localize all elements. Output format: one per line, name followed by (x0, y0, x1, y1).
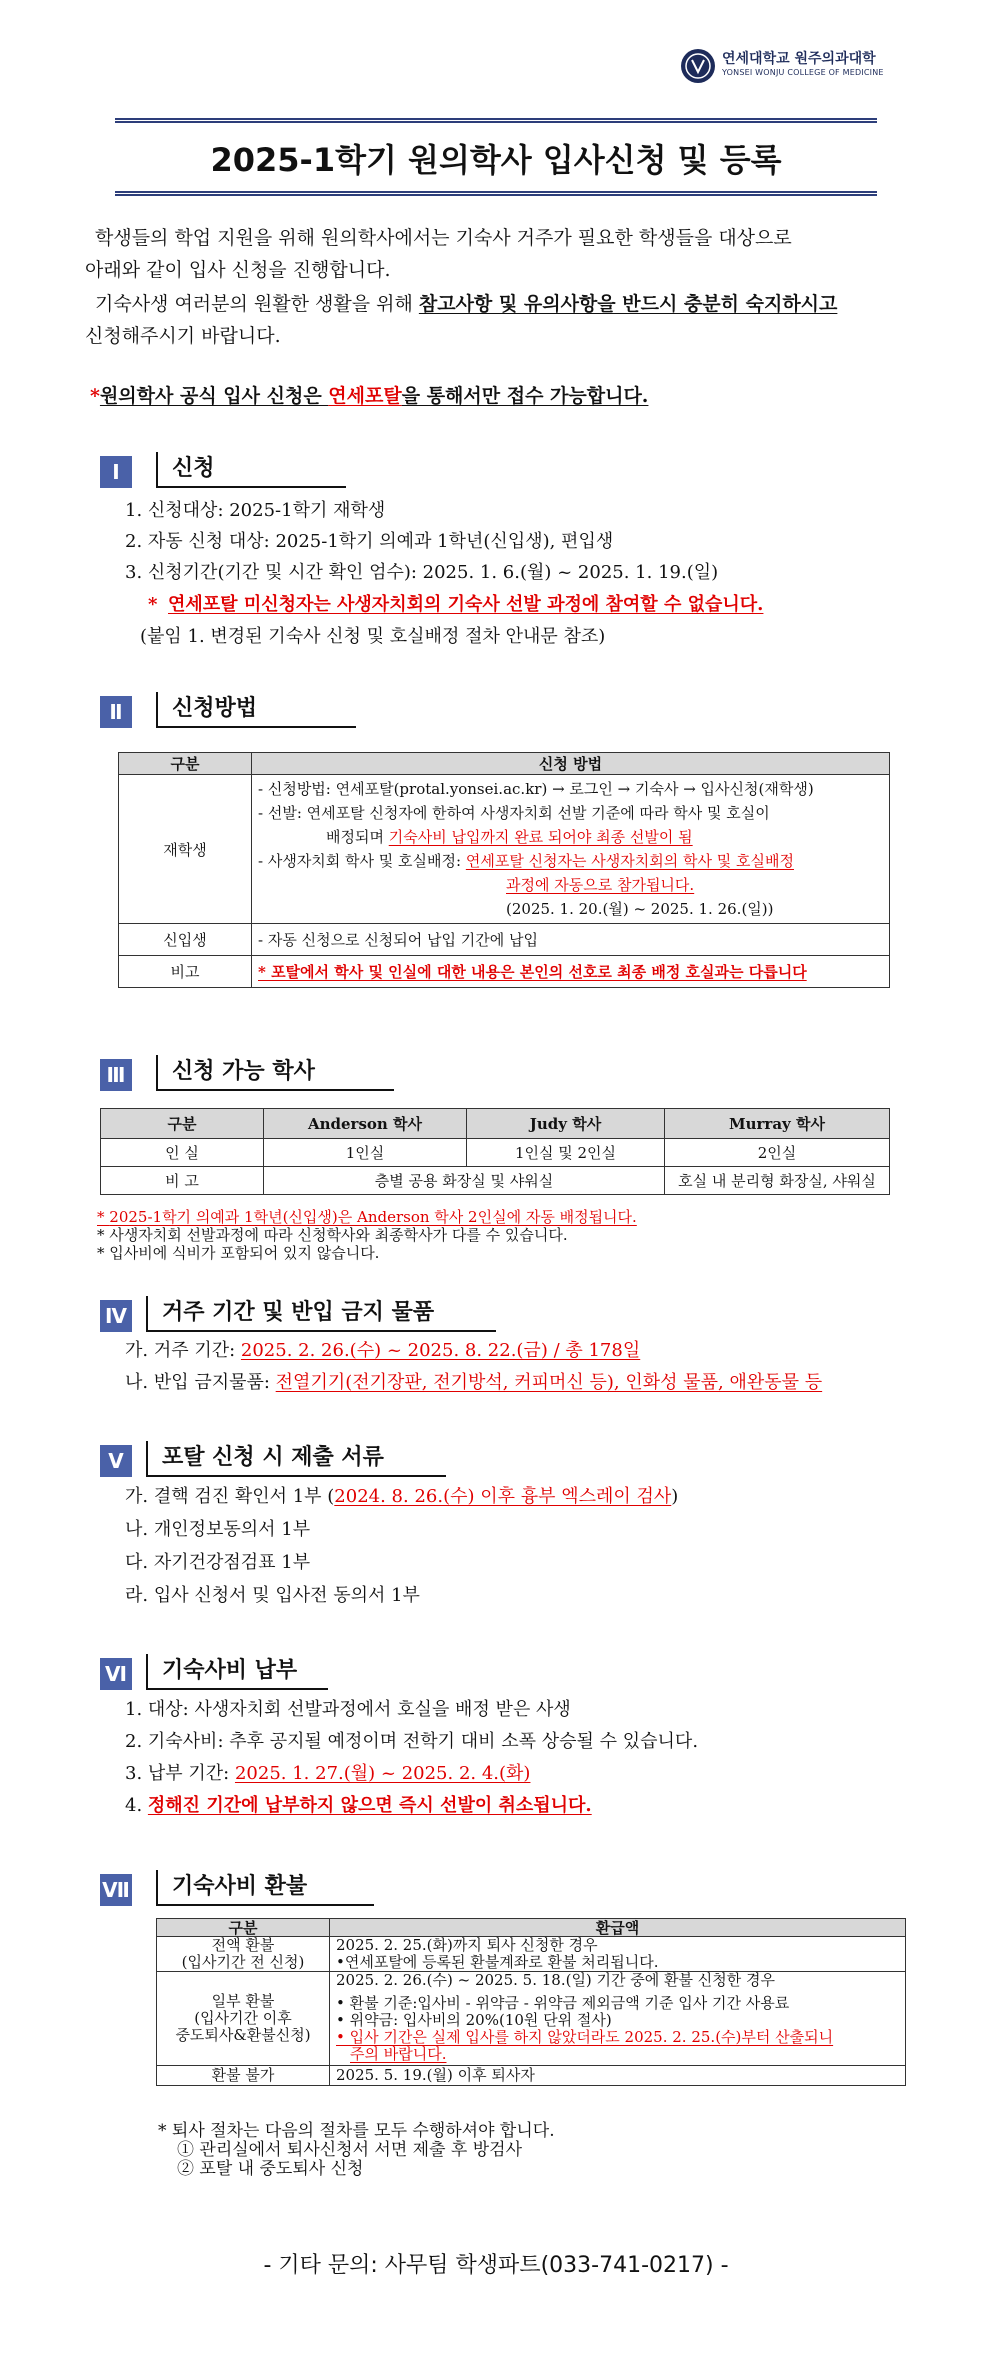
s5-a-highlight: 2024. 8. 26.(수) 이후 흉부 엑스레이 검사 (334, 1486, 672, 1507)
s4-residence-period (125, 1336, 640, 1366)
method-line: - 사생자치회 학사 및 호실배정: (258, 852, 466, 870)
dormitory-table (100, 1108, 890, 1195)
s4-b-value: 전열기기(전기장판, 전기방석, 커피머신 등), 인화성 물품, 애완동물 등 (275, 1372, 823, 1393)
table-cell: 비 고 (101, 1167, 264, 1195)
s7-step-1: ① 관리실에서 퇴사신청서 서면 제출 후 방검사 (177, 2140, 523, 2160)
section-6-title: 기숙사비 납부 (146, 1654, 328, 1690)
section-2-number: Ⅱ (100, 696, 132, 728)
table-cell: 2인실 (665, 1139, 890, 1167)
intro-line-4: 신청해주시기 바랍니다. (85, 325, 281, 347)
s1-item-1: 1. 신청대상: 2025-1학기 재학생 (125, 500, 386, 521)
notice-portal-link: 연세포탈 (328, 385, 402, 407)
refund-warning: • 입사 기간은 실제 입사를 하지 않았더라도 2025. 2. 25.(수)부터 산출되니 (336, 2028, 834, 2046)
table-cell: 호실 내 분리형 화장실, 샤워실 (665, 1167, 890, 1195)
s1-reference: (붙임 1. 변경된 기숙사 신청 및 호실배정 절차 안내문 참조) (140, 626, 606, 647)
refund-line: •연세포탈에 등록된 환불계좌로 환불 처리됩니다. (336, 1953, 659, 1971)
enrolled-method-cell (252, 775, 890, 924)
s3-note-3: * 입사비에 식비가 포함되어 있지 않습니다. (97, 1244, 380, 1262)
table-header: 신청 방법 (252, 753, 890, 775)
table-header: 구분 (157, 1919, 330, 1937)
s5-doc-c: 다. 자기건강점검표 1부 (125, 1552, 311, 1573)
s1-warning: * 연세포탈 미신청자는 사생자치회의 기숙사 선발 과정에 참여할 수 없습니다. (148, 594, 764, 615)
table-header: 구분 (119, 753, 252, 775)
method-line: - 신청방법: 연세포탈(protal.yonsei.ac.kr) → 로그인 → 기숙사 → 입사신청(재학생) (258, 780, 814, 798)
section-7-title: 기숙사비 환불 (156, 1870, 374, 1906)
refund-full-cell (330, 1937, 906, 1972)
refund-partial-sub: (입사기간 이후 (194, 2009, 292, 2027)
s1-warning-text: 연세포탈 미신청자는 사생자치회의 기숙사 선발 과정에 참여할 수 없습니다. (168, 594, 764, 615)
table-cell: 1인실 및 2인실 (467, 1139, 665, 1167)
org-name-ko: 연세대학교 원주의과대학 (722, 51, 876, 67)
method-highlight: 연세포탈 신청자는 사생자치회의 학사 및 호실배정 (465, 852, 794, 870)
s6-i4-label: 4. (125, 1795, 148, 1816)
refund-line: 2025. 2. 26.(수) ~ 2025. 5. 18.(일) 기간 중에 환불 신청한 경우 (336, 1971, 776, 1989)
s5-doc-d: 라. 입사 신청서 및 입사전 동의서 1부 (125, 1585, 420, 1606)
refund-none-cell: 2025. 5. 19.(월) 이후 퇴사자 (330, 2066, 906, 2086)
s4-b-label: 나. 반입 금지물품: (125, 1372, 276, 1393)
s7-step-2: ② 포탈 내 중도퇴사 신청 (177, 2159, 364, 2179)
s6-i3-value: 2025. 1. 27.(월) ~ 2025. 2. 4.(화) (234, 1763, 531, 1784)
title-banner (115, 118, 877, 196)
intro-line-1: 학생들의 학업 지원을 위해 원의학사에서는 기숙사 거주가 필요한 학생들을 대상으로 (95, 227, 792, 249)
section-3-title: 신청 가능 학사 (156, 1055, 394, 1091)
intro-line-2: 아래와 같이 입사 신청을 진행합니다. (85, 259, 391, 281)
s5-doc-b: 나. 개인정보동의서 1부 (125, 1519, 311, 1540)
notice-text-a: 원의학사 공식 입사 신청은 (99, 385, 329, 407)
intro-emphasis: 참고사항 및 유의사항을 반드시 충분히 숙지하시고 (418, 293, 838, 315)
s6-item-2: 2. 기숙사비: 추후 공지될 예정이며 전학기 대비 소폭 상승될 수 있습니다. (125, 1731, 699, 1752)
section-3-number: Ⅲ (100, 1059, 132, 1091)
s6-item-1: 1. 대상: 사생자치회 선발과정에서 호실을 배정 받은 사생 (125, 1699, 571, 1720)
s6-i3-label: 3. 납부 기간: (125, 1763, 235, 1784)
refund-full-label (157, 1937, 330, 1972)
table-cell: 층별 공용 화장실 및 샤워실 (264, 1167, 665, 1195)
table-header: Judy 학사 (467, 1109, 665, 1139)
s3-note-1: * 2025-1학기 의예과 1학년(신입생)은 Anderson 학사 2인실에 자동 배정됩니다. (97, 1208, 637, 1226)
refund-full-title: 전액 환불 (211, 1936, 275, 1954)
s4-a-label: 가. 거주 기간: (125, 1340, 241, 1361)
method-highlight: 과정에 자동으로 참가됩니다. (506, 876, 695, 894)
table-header: 환급액 (330, 1919, 906, 1937)
s6-item-3 (125, 1759, 530, 1789)
s3-note-1-text: 2025-1학기 의예과 1학년(신입생)은 Anderson 학사 2인실에 자동 배정됩니다. (109, 1208, 637, 1226)
table-header: Murray 학사 (665, 1109, 890, 1139)
university-seal-icon (680, 48, 716, 84)
application-method-table (118, 752, 890, 988)
intro-line-3 (95, 288, 837, 320)
s6-i4-value: 정해진 기간에 납부하지 않으면 즉시 선발이 취소됩니다. (147, 1795, 592, 1816)
s5-a-text: 가. 결핵 검진 확인서 1부 ( (125, 1486, 335, 1507)
refund-line: • 위약금: 입사비의 20%(10원 단위 절사) (336, 2011, 612, 2029)
table-header: Anderson 학사 (264, 1109, 467, 1139)
section-4-title: 거주 기간 및 반입 금지 물품 (146, 1296, 496, 1332)
table-header: 구분 (101, 1109, 264, 1139)
table-cell: 인 실 (101, 1139, 264, 1167)
notice-text-c: 을 통해서만 접수 가능합니다. (401, 385, 649, 407)
table-cell: 1인실 (264, 1139, 467, 1167)
method-highlight: 기숙사비 납입까지 완료 되어야 최종 선발이 됨 (388, 828, 693, 846)
s5-a-close: ) (671, 1486, 679, 1507)
section-6-number: Ⅵ (100, 1658, 132, 1690)
s4-a-value: 2025. 2. 26.(수) ~ 2025. 8. 22.(금) / 총 178일 (240, 1340, 641, 1361)
method-line: 배정되며 (326, 828, 389, 846)
intro-line-3-text: 기숙사생 여러분의 원활한 생활을 위해 (95, 293, 419, 315)
s4-prohibited-items (125, 1368, 822, 1398)
section-5-number: Ⅴ (100, 1445, 132, 1477)
section-4-number: Ⅳ (100, 1300, 132, 1332)
refund-partial-cell (330, 1972, 906, 2066)
refund-none-label: 환불 불가 (157, 2066, 330, 2086)
section-7-number: Ⅶ (100, 1874, 132, 1906)
section-5-title: 포탈 신청 시 제출 서류 (146, 1441, 446, 1477)
method-period: (2025. 1. 20.(월) ~ 2025. 1. 26.(일)) (506, 900, 774, 918)
row-label-note: 비고 (119, 956, 252, 988)
refund-line: 2025. 2. 25.(화)까지 퇴사 신청한 경우 (336, 1936, 598, 1954)
s3-note-2-text: 사생자치회 선발과정에 따라 신청학사와 최종학사가 다를 수 있습니다. (109, 1226, 568, 1244)
refund-partial-sub: 중도퇴사&환불신청) (175, 2026, 311, 2044)
college-logo (680, 46, 960, 86)
s5-doc-a (125, 1482, 678, 1512)
refund-line: • 환불 기준:입사비 - 위약금 - 위약금 제외금액 기준 입사 기간 사용료 (336, 1994, 790, 2012)
row-label-freshman: 신입생 (119, 924, 252, 956)
freshman-method-cell: - 자동 신청으로 신청되어 납입 기간에 납입 (252, 924, 890, 956)
section-1-title: 신청 (156, 452, 346, 488)
s1-item-3: 3. 신청기간(기간 및 시간 확인 엄수): 2025. 1. 6.(월) ~ 2025. 1. 19.(일) (125, 562, 719, 583)
refund-full-sub: (입사기간 전 신청) (181, 1953, 305, 1971)
official-notice: *원의학사 공식 입사 신청은 연세포탈을 통해서만 접수 가능합니다. (90, 385, 649, 407)
refund-partial-label (157, 1972, 330, 2066)
refund-warning: 주의 바랍니다. (350, 2045, 447, 2063)
row-label-enrolled: 재학생 (119, 775, 252, 924)
note-cell: * 포탈에서 학사 및 인실에 대한 내용은 본인의 선호로 최종 배정 호실과는 다릅니다 (252, 956, 890, 988)
section-2-title: 신청방법 (156, 692, 356, 728)
s6-item-4 (125, 1791, 592, 1821)
contact-footer: - 기타 문의: 사무팀 학생파트(033-741-0217) - (263, 2253, 729, 2278)
s7-after-note: * 퇴사 절차는 다음의 절차를 모두 수행하셔야 합니다. (158, 2121, 555, 2141)
s3-note-2: * 사생자치회 선발과정에 따라 신청학사와 최종학사가 다를 수 있습니다. (97, 1226, 568, 1244)
method-line: - 선발: 연세포탈 신청자에 한하여 사생자치회 선발 기준에 따라 학사 및 호실이 (258, 804, 770, 822)
s1-item-2: 2. 자동 신청 대상: 2025-1학기 의예과 1학년(신입생), 편입생 (125, 531, 614, 552)
s3-note-3-text: 입사비에 식비가 포함되어 있지 않습니다. (109, 1244, 380, 1262)
org-name-en: YONSEI WONJU COLLEGE OF MEDICINE (722, 68, 884, 77)
section-1-number: Ⅰ (100, 456, 132, 488)
refund-table (156, 1918, 906, 2086)
page-title: 2025-1학기 원의학사 입사신청 및 등록 (210, 141, 782, 179)
refund-partial-title: 일부 환불 (211, 1992, 275, 2010)
